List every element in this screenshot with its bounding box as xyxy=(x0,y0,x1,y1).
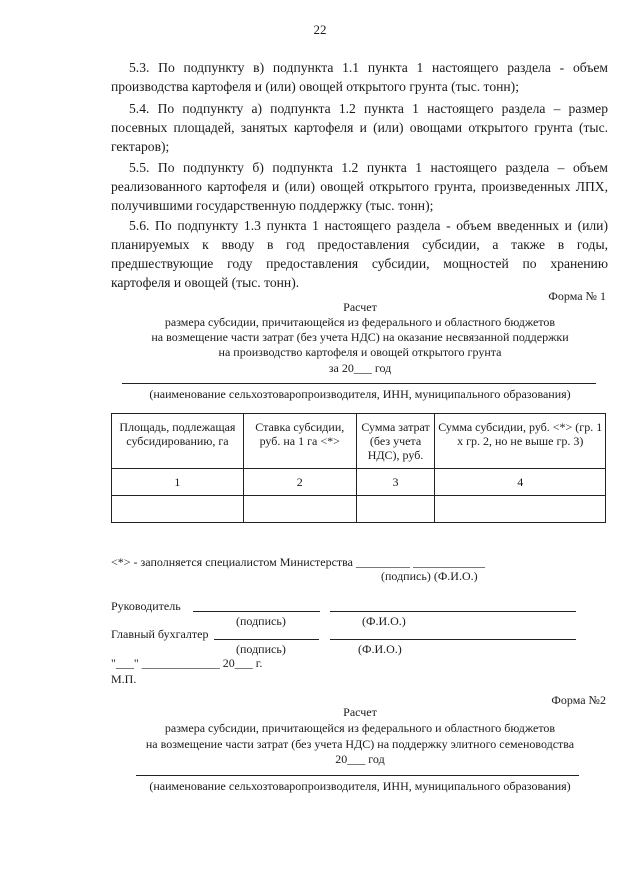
header-area: Площадь, подлежащая субсидированию, га xyxy=(112,414,244,469)
form1-subtitle-3: на производство картофеля и овощей открытого грунта xyxy=(218,345,502,359)
stamp-label: М.П. xyxy=(111,672,137,686)
form1-label: Форма № 1 xyxy=(548,289,606,303)
table-header-row xyxy=(112,414,606,469)
page-number: 22 xyxy=(313,22,327,37)
form1-title: Расчет xyxy=(343,300,377,314)
director-name-caption: (Ф.И.О.) xyxy=(362,614,406,628)
form2-subtitle-1: размера субсидии, причитающейся из федерального и областного бюджетов xyxy=(164,721,556,735)
form1-name-line xyxy=(122,383,596,384)
table-row xyxy=(112,496,606,523)
column-number-3: 3 xyxy=(356,469,435,496)
form1-year: за 20___ год xyxy=(328,361,392,375)
form1-table xyxy=(111,413,606,523)
form2-name-line xyxy=(136,775,579,776)
header-rate: Ставка субсидии, руб. на 1 га <*> xyxy=(243,414,356,469)
empty-cell xyxy=(112,496,244,523)
director-sign-line xyxy=(193,611,320,612)
header-subsidy: Сумма субсидии, руб. <*> (гр. 1 x гр. 2, но не выше гр. 3) xyxy=(435,414,606,469)
form2-title: Расчет xyxy=(343,705,377,719)
empty-cell xyxy=(243,496,356,523)
form2-year: 20___ год xyxy=(335,752,385,766)
empty-cell xyxy=(356,496,435,523)
paragraph-5-6: 5.6. По подпункту 1.3 пункта 1 настоящего раздела - объем введенных и (или) планируемых к вводу в год предоставления субсидии, а также в годы, предшествующие году предоставления субсидии, мощностей по хранению картофеля и овощей (тыс. тонн). xyxy=(111,218,608,290)
form1-name-caption: (наименование сельхозтоваропроизводителя, ИНН, муниципального образования) xyxy=(149,387,571,401)
paragraph-5-5: 5.5. По подпункту б) подпункта 1.2 пункта 1 настоящего раздела – объем реализованного картофеля и (или) овощей открытого грунта, произведенных ЛПХ, получившими государственную поддержку (тыс. тонн); xyxy=(111,160,608,213)
paragraph-5-3: 5.3. По подпункту в) подпункта 1.1 пункта 1 настоящего раздела - объем производства картофеля и (или) овощей открытого грунта (тыс. тонн); xyxy=(111,60,608,94)
date-line: "___" _____________ 20___ г. xyxy=(111,656,263,670)
table-row xyxy=(112,469,606,496)
empty-cell xyxy=(435,496,606,523)
accountant-label: Главный бухгалтер xyxy=(111,627,209,641)
header-costs: Сумма затрат (без учета НДС), руб. xyxy=(356,414,435,469)
column-number-2: 2 xyxy=(243,469,356,496)
column-number-1: 1 xyxy=(112,469,244,496)
form2-label: Форма №2 xyxy=(551,693,606,707)
director-sign-caption: (подпись) xyxy=(236,614,286,628)
form2-subtitle-2: на возмещение части затрат (без учета НДС) на поддержку элитного семеноводства xyxy=(145,737,575,751)
form2-name-caption: (наименование сельхозтоваропроизводителя, ИНН, муниципального образования) xyxy=(149,779,571,793)
director-label: Руководитель xyxy=(111,599,181,613)
accountant-name-caption: (Ф.И.О.) xyxy=(358,642,402,656)
accountant-sign-line xyxy=(214,639,319,640)
column-number-4: 4 xyxy=(435,469,606,496)
footnote-caption: (подпись) (Ф.И.О.) xyxy=(381,569,478,583)
form1-subtitle-1: размера субсидии, причитающейся из федерального и областного бюджетов xyxy=(164,315,556,329)
accountant-sign-caption: (подпись) xyxy=(236,642,286,656)
paragraph-5-4: 5.4. По подпункту а) подпункта 1.2 пункта 1 настоящего раздела – размер посевных площадей, занятых картофеля и (или) овощами открытого грунта (тыс. гектаров); xyxy=(111,101,608,154)
form1-subtitle-2: на возмещение части затрат (без учета НДС) на оказание несвязанной поддержки xyxy=(151,330,569,344)
footnote: <*> - заполняется специалистом Министерства _________ ____________ xyxy=(111,555,485,569)
accountant-name-line xyxy=(330,639,576,640)
director-name-line xyxy=(330,611,576,612)
